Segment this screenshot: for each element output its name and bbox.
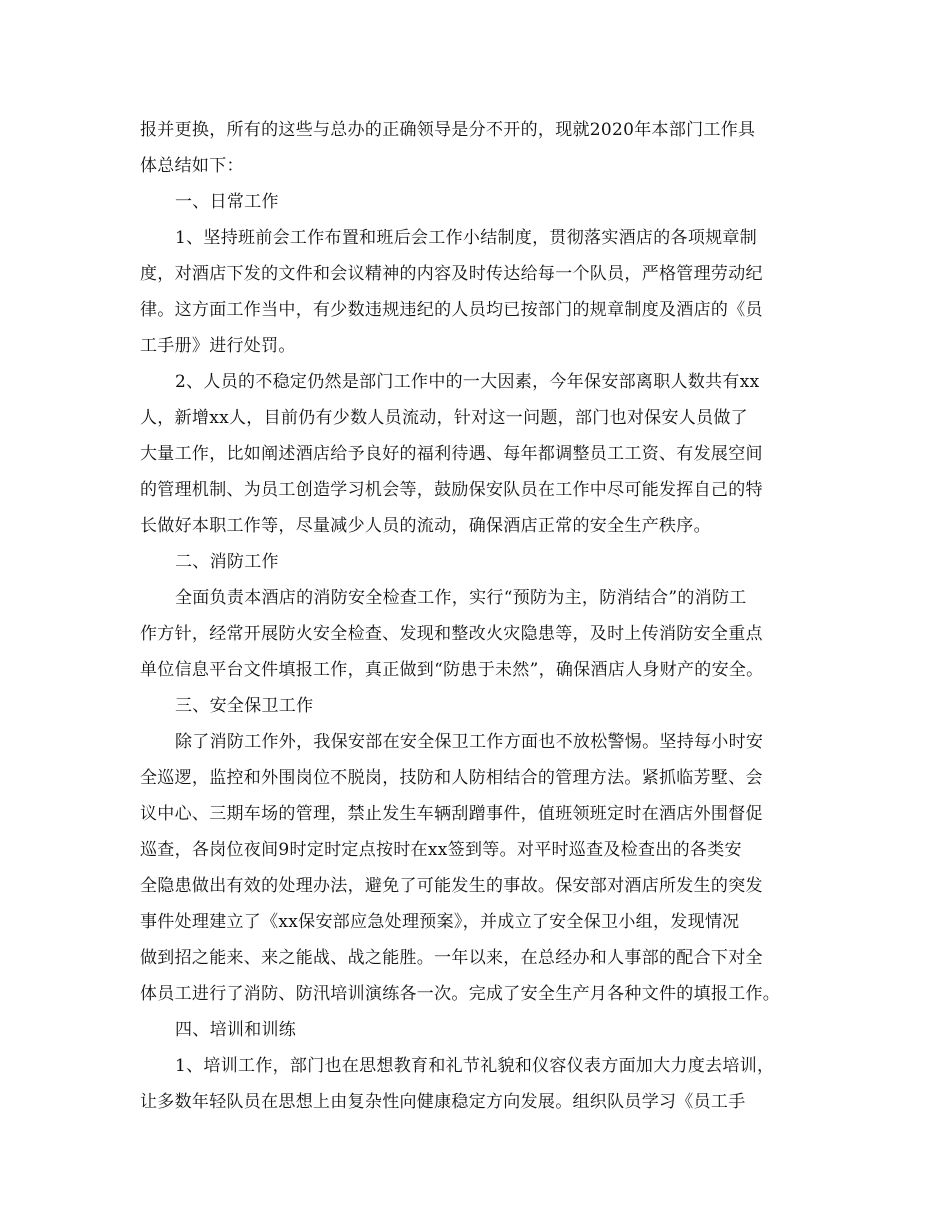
- text-line: 体员工进行了消防、防汛培训演练各一次。完成了安全生产月各种文件的填报工作。: [140, 984, 781, 1004]
- section-heading-fire-safety: 二、消防工作: [175, 552, 279, 572]
- section-heading-training: 四、培训和训练: [175, 1020, 297, 1040]
- text-line: 巡查，各岗位夜间9时定时定点按时在xx签到等。对平时巡查及检查出的各类安: [140, 840, 742, 860]
- text-line: 的管理机制、为员工创造学习机会等，鼓励保安队员在工作中尽可能发挥自己的特: [140, 480, 763, 500]
- text-line: 全隐患做出有效的处理办法，避免了可能发生的事故。保安部对酒店所发生的突发: [140, 876, 763, 896]
- text-line: 让多数年轻队员在思想上由复杂性向健康稳定方向发展。组织队员学习《员工手: [140, 1092, 746, 1112]
- text-line: 作方针，经常开展防火安全检查、发现和整改火灾隐患等，及时上传消防安全重点: [140, 624, 763, 644]
- text-line: 大量工作，比如阐述酒店给予良好的福利待遇、每年都调整员工工资、有发展空间: [140, 444, 763, 464]
- text-line: 人，新增xx人，目前仍有少数人员流动，针对这一问题，部门也对保安人员做了: [140, 408, 748, 428]
- text-line: 单位信息平台文件填报工作，真正做到“防患于未然”，确保酒店人身财产的安全。: [140, 660, 764, 680]
- text-line: 事件处理建立了《xx保安部应急处理预案》，并成立了安全保卫小组，发现情况: [140, 912, 740, 932]
- text-line: 议中心、三期车场的管理，禁止发生车辆刮蹭事件，值班领班定时在酒店外围督促: [140, 804, 763, 824]
- text-line: 1、坚持班前会工作布置和班后会工作小结制度，贯彻落实酒店的各项规章制: [175, 228, 758, 248]
- section-heading-daily-work: 一、日常工作: [175, 192, 279, 212]
- text-line: 体总结如下：: [140, 156, 244, 176]
- text-line: 度，对酒店下发的文件和会议精神的内容及时传达给每一个队员，严格管理劳动纪: [140, 264, 763, 284]
- text-line: 1、培训工作，部门也在思想教育和礼节礼貌和仪容仪表方面加大力度去培训，: [175, 1056, 775, 1076]
- text-line: 2、人员的不稳定仍然是部门工作中的一大因素，今年保安部离职人数共有xx: [175, 372, 760, 392]
- text-line: 长做好本职工作等，尽量减少人员的流动，确保酒店正常的安全生产秩序。: [140, 516, 711, 536]
- text-line: 除了消防工作外，我保安部在安全保卫工作方面也不放松警惕。坚持每小时安: [175, 732, 764, 752]
- section-heading-security: 三、安全保卫工作: [175, 696, 314, 716]
- text-line: 全巡逻，监控和外围岗位不脱岗，技防和人防相结合的管理方法。紧抓临芳墅、会: [140, 768, 763, 788]
- text-line: 报并更换，所有的这些与总办的正确领导是分不开的，现就2020年本部门工作具: [140, 120, 756, 140]
- text-line: 律。这方面工作当中，有少数违规违纪的人员均已按部门的规章制度及酒店的《员: [140, 300, 763, 320]
- text-line: 全面负责本酒店的消防安全检查工作，实行“预防为主，防消结合”的消防工: [175, 588, 747, 608]
- text-line: 做到招之能来、来之能战、战之能胜。一年以来，在总经办和人事部的配合下对全: [140, 948, 763, 968]
- text-line: 工手册》进行处罚。: [140, 336, 296, 356]
